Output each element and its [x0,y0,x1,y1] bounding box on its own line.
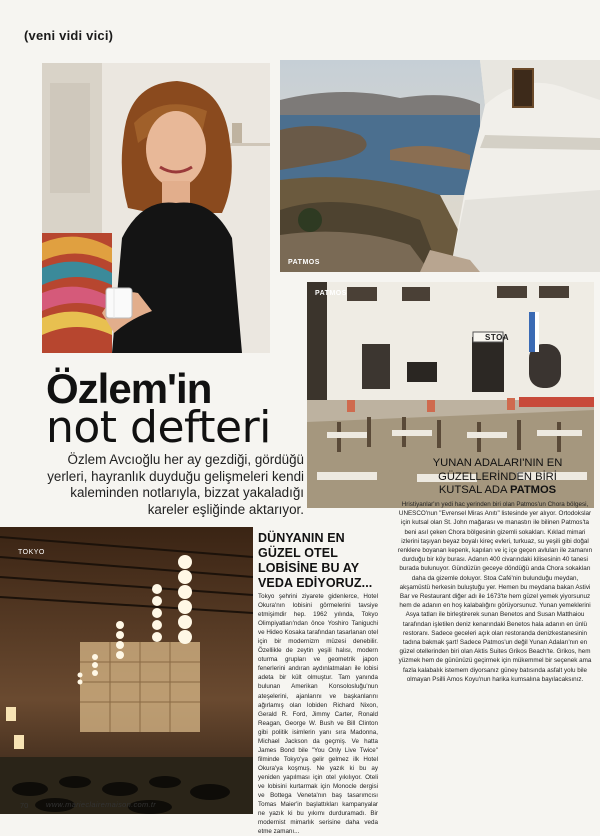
patmos-heading-line3-bold: PATMOS [509,484,557,496]
tokyo-article-heading: DÜNYANIN EN GÜZEL OTEL LOBİSİNE BU AY VEDA EDİYORUZ... [258,531,373,590]
patmos-top-caption: PATMOS [288,259,320,266]
patmos-square-caption: PATMOS [315,290,347,297]
tokyo-lobby-photo [0,527,253,814]
intro-text: Özlem Avcıoğlu her ay gezdiği, gördüğü yerleri, hayranlık duyduğu gelişmeleri kendi kaleminden notlarıyla, bizzat yakaladığı kareler eşliğinde aktarıyor. [47,452,304,517]
tokyo-caption: TOKYO [18,549,45,556]
patmos-landscape-photo [280,60,600,272]
patmos-heading-line1: YUNAN ADALARI'NIN EN [432,457,563,469]
cafe-sign: STOA [485,333,510,342]
portrait-photo [42,63,270,353]
patmos-heading-line3 [400,484,595,498]
headline-line1: Özlem'in [46,365,212,412]
tokyo-article-body: Tokyo şehrini ziyarete gidenlerce, Hotel Okura'nın lobisini görmelerini tavsiye etmişimdir hep. 1962 yılında, Tokyo Olimpiyatları'ndan önce Yoshiro Taniguchi ve Hideo Kosaka tarafından tasarlanan otel için bir modernizm müzesi denebilir. Özellikle de zeytin yeşili halısı, modern oturma grupları ve geometrik japon fenerlerini andıran aydınlatmaları ile lobisi adeta bir kült olmuştur. Tam yanında bulunan Amerikan Konsolosluğu'nun ateşelerini, ajanlarını ve başkanlarını ağırlamış olan lobiden Richard Nixon, Gerald R. Ford, Jimmy Carter, Ronald Reagan, George W. Bush ve Bill Clinton gibi politik isimlerin yanı sıra Madonna, Michael Jackson da geçmiş. Ve hatta James Bond bile "You Only Live Twice" filminde Tokyo'ya gelir gelmez ilk Hotel Okura'ya koşmuş. Ne yazık ki bu ay yeniden yapılması için otel yıkılıyor. Oteli ve lobisini kurtarmak için Monocle dergisi ve Bottega Veneta'nın baş tasarımcısı Tomas Maier'in başlattıkları kampanyalar ne yazık ki bu yıkımı durduramadı. Bir modernist mimarlık serisine daha veda etme zamanı... [258,593,378,836]
patmos-heading-line2: GÜZELLERİNDEN BİRİ [438,470,557,483]
patmos-article-heading [400,457,595,498]
patmos-article-body: Hristiyanlar'ın yedi hac yerinden biri olan Patmos'un Chora bölgesi, UNESCO'nun "Evrensel Miras Anıtı" listesinde yer alıyor. Ortodokslar için kutsal olan St. John mağarası ve manastırı ile bilinen Patmos'ta beni asıl çeken Chora bölgesinin gizemli sokakları. Kıklad mimari izlerini taşıyan beyaz boyalı kireç evleri, turkuaz, su yeşili gibi doğal renklere boyanan kepenk, kapıları ve iç içe geçen avluları ile zamanın durduğu bir köy burası. Adanın 400 civarındaki kilisesinin 40 tanesi burada bulunuyor. Gündüzün geceye döndüğü anda Chora sokakları daha da gizemle doluyor. Stoa Café'nin bulunduğu meydan, akşamüstü herkesin buluştuğu yer. Hemen bu meydana bakan Astivi Bar ve Restaurant diğer adı ile 1673'te hem güzel yemek yiyorsunuz hem de adanın en hoş kalabalığını görüyorsunuz. Yunan yemeklerini Asya tatları ile birleştirerek sunan Benetos and Susan Matthaiou tarafından işletilen deniz kenarındaki Benetos hala adanın en ünlü restoranı. Sadece geceleri açık olan restoranda denizkestanesinin tadına bakmak şart! Sadece Patmos'un değil Yunan Adaları'nın en güzel otellerinden biri olan Aktis Suites Grikos Beach'te. Grikos, hem yüzmek hem de gününüzü geçirmek için mükemmel bir seçenek ama fazla kalabalık istemem diyorsanız güney batısında asfalt yolu bile olmayan Psilli Amos Koyu'nun harika kumsalına bayılacaksınız. [397,501,593,683]
page-number: 70 [20,801,29,810]
patmos-heading-line3-prefix: KUTSAL ADA [438,484,510,496]
section-tag: (veni vidi vici) [24,28,114,43]
footer-url[interactable]: www.marieclairemaison.com.tr [46,800,157,809]
headline-line2: not defteri [46,402,271,453]
